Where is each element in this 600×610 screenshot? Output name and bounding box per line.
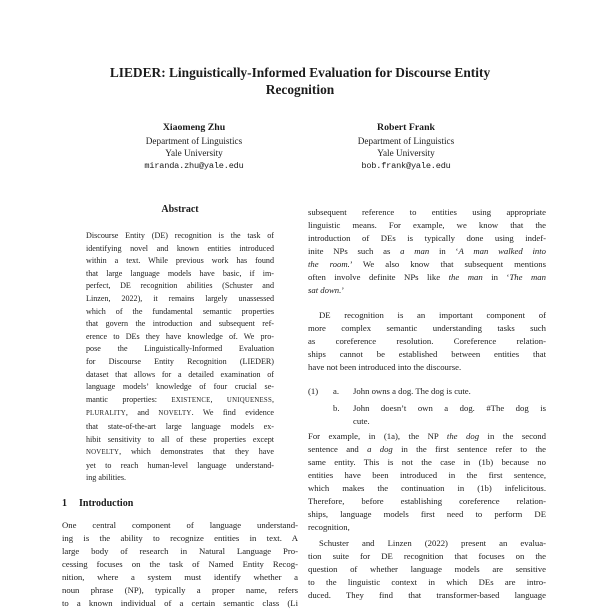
linguistic-example-block [308,385,546,428]
example-number: (1) [308,386,319,396]
section-number: 1 [62,497,67,509]
author-university: Yale University [165,148,223,159]
author-name: Xiaomeng Zhu [162,122,226,133]
intro-paragraph: One central component of language understand- ing is the ability to recognize entities in text. A large body of research in Natural Language Pro- cessing focuses on the task of Named Entity Recog- nition, where a system must identify whether a noun phrase (NP), typically a proper name, refers to a known individual of a certain semantic class (Li [62,519,298,608]
example-item-b [308,402,546,428]
paper-title-line-1: LIEDER: Linguistically-Informed Evaluation for Discourse Entity [109,65,491,80]
paragraph-example-discussion: For example, in (1a), the NP the dog in the second sentence and a dog in the first sentence refer to the same entity. This is not the case in (1b) because no entities have been introduced in the first sentence, which makes the continuation in (1b) infelicitous. Therefore, before establishing coreference relation- ships, language models first need to perform DE recognition, [308,431,546,532]
author-email: bob.frank@yale.edu [361,160,451,171]
example-item-label: a. [333,386,340,396]
example-number-spacer [308,402,333,428]
author-email: miranda.zhu@yale.edu [144,160,244,171]
example-item-text: John doesn’t own a dog. #The dog is cute. [353,403,546,426]
right-column [308,206,546,602]
paragraph-de-recognition: DE recognition is an important component of more complex semantic understanding tasks such as coreference resolution. Coreference relation- ships cannot be established between entities that have not been introduced into the discourse. [308,310,546,372]
section-heading-introduction [62,498,298,510]
author-1 [88,121,300,173]
example-item-text: John owns a dog. The dog is cute. [353,386,471,396]
section-title: Introduction [79,497,134,509]
paper-title [60,65,540,98]
authors-block [88,121,512,173]
paragraph-schuster-linzen: Schuster and Linzen (2022) present an evalua- tion suite for DE recognition that focuses on the question of whether language models are sensitive to the linguistic context in which DEs are intro- duced. They find that transformer-based language [308,538,546,600]
author-name: Robert Frank [377,122,435,133]
author-university: Yale University [377,148,435,159]
author-department: Department of Linguistics [145,135,243,146]
abstract-body: Discourse Entity (DE) recognition is the task of identifying novel and known entities introduced within a text. While previous work has found that large language models have basic, if im- perfect, DE recognition abilities (Schuster and Linzen, 2022), it remains largely unassessed which of the fundamental semantic properties that govern the introduction and subsequent ref- erence to DEs they have knowledge of. We pro- pose the Linguistically-Informed Evaluation for Discourse Entity Recognition (LIEDER) dataset that allows for a detailed examination of language models’ knowledge of four crucial se- mantic properties: EXISTENCE, UNIQUENESS, PLURALITY, and NOVELTY. We find evidence that state-of-the-art large language models ex- hibit sensitivity to all of these properties except NOVELTY, which demonstrates that they have yet to reach human-level language understand- ing abilities. [86,231,275,483]
example-item-a [308,385,546,398]
paper-title-line-2: Recognition [265,81,335,97]
author-2 [300,121,512,173]
left-column [62,204,298,610]
paragraph-continuation: subsequent reference to entities using appropriate linguistic means. For example, we know that the introduction of DEs is typically done using indef- inite NPs such as a man in ‘A man walked into the room.’ We also know that subsequent mentions often involve definite NPs like the man in ‘The man sat down.’ [308,207,547,295]
example-item-label: b. [333,403,340,413]
abstract-heading: Abstract [161,204,199,215]
author-department: Department of Linguistics [357,135,455,146]
